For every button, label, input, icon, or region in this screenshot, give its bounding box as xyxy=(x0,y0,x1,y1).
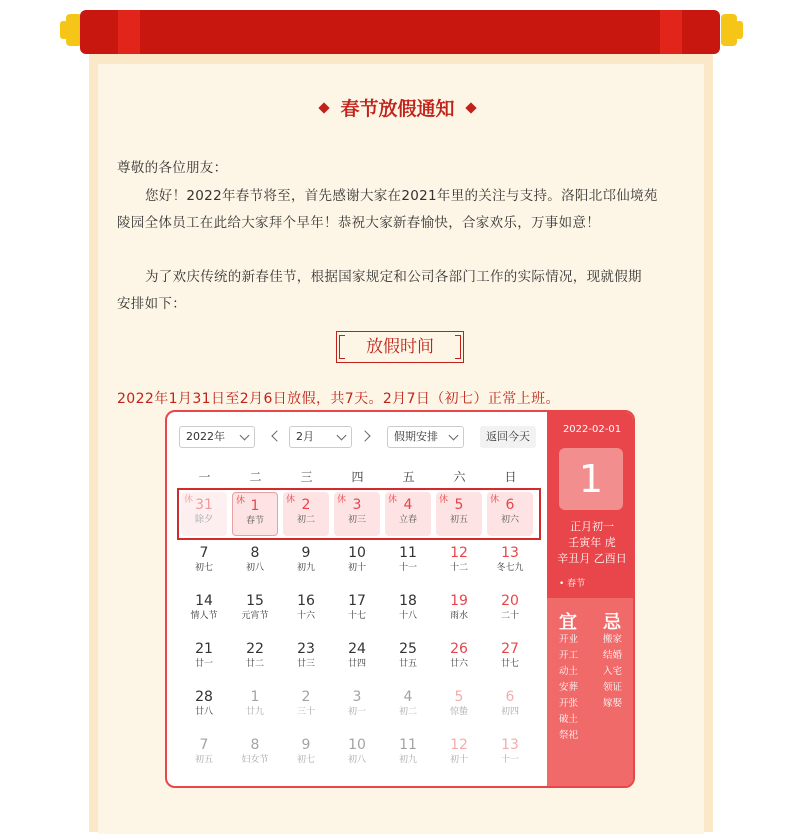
yi-item: 开业 xyxy=(559,634,579,645)
ganzhi-month-day: 辛丑月 乙酉日 xyxy=(557,552,627,565)
next-month-icon[interactable] xyxy=(359,430,370,441)
lunar-label: 廿九 xyxy=(245,707,264,717)
calendar-day-cell[interactable] xyxy=(334,540,380,584)
weekday-label: 二 xyxy=(249,470,262,484)
diamond-icon xyxy=(465,102,476,113)
diamond-icon xyxy=(319,102,330,113)
year-select[interactable] xyxy=(179,426,255,448)
lunar-label: 初一 xyxy=(347,707,366,717)
selected-day-number: 1 xyxy=(559,448,623,510)
back-to-today-button[interactable]: 返回今天 xyxy=(480,426,536,448)
rest-day-marker: 休 xyxy=(490,495,500,505)
lunar-label: 妇女节 xyxy=(241,755,269,765)
calendar-day-cell[interactable] xyxy=(487,732,533,776)
day-number: 5 xyxy=(454,689,464,705)
day-number: 2 xyxy=(301,689,311,705)
day-number: 13 xyxy=(501,545,519,561)
day-number: 18 xyxy=(399,593,417,609)
lunar-label: 十八 xyxy=(398,611,417,621)
day-number: 14 xyxy=(195,593,213,609)
ji-list xyxy=(603,632,622,712)
rest-day-marker: 休 xyxy=(337,495,347,505)
calendar-day-cell[interactable] xyxy=(181,636,227,680)
yi-heading: 宜 xyxy=(559,612,577,633)
ganzhi-year: 壬寅年 虎 xyxy=(568,536,616,549)
ji-item: 结婚 xyxy=(603,650,623,661)
festival-label: • 春节 xyxy=(559,579,586,589)
lunar-label: 廿四 xyxy=(347,659,366,669)
lunar-label: 三十 xyxy=(296,707,315,717)
calendar-day-cell[interactable] xyxy=(487,588,533,632)
day-number: 12 xyxy=(450,737,468,753)
lunar-label: 廿五 xyxy=(398,659,417,669)
day-number: 3 xyxy=(352,497,362,513)
day-number: 11 xyxy=(399,545,417,561)
lunar-label: 初三 xyxy=(347,515,366,525)
weekday-label: 六 xyxy=(453,470,466,484)
day-number: 4 xyxy=(403,689,413,705)
rest-day-marker: 休 xyxy=(184,495,194,505)
day-number: 22 xyxy=(246,641,264,657)
day-number: 26 xyxy=(450,641,468,657)
lunar-label: 廿二 xyxy=(245,659,264,669)
lunar-label: 惊蛰 xyxy=(449,707,468,717)
day-number: 15 xyxy=(246,593,264,609)
calendar-day-cell[interactable] xyxy=(487,684,533,728)
chevron-down-icon xyxy=(449,431,459,441)
calendar-day-cell[interactable] xyxy=(232,636,278,680)
lunar-label: 初九 xyxy=(296,563,315,573)
holiday-select-value: 假期安排 xyxy=(394,430,438,443)
lunar-label: 初二 xyxy=(398,707,417,717)
day-number: 7 xyxy=(199,737,209,753)
calendar-day-cell[interactable] xyxy=(334,636,380,680)
day-number: 1 xyxy=(250,498,260,514)
lunar-label: 春节 xyxy=(245,516,264,526)
lunar-label: 初十 xyxy=(347,563,366,573)
day-number: 9 xyxy=(301,545,311,561)
lunar-label: 廿八 xyxy=(194,707,213,717)
lunar-label: 十二 xyxy=(449,563,468,573)
calendar-day-cell[interactable] xyxy=(385,732,431,776)
chevron-down-icon xyxy=(337,431,347,441)
day-number: 8 xyxy=(250,545,260,561)
lunar-label: 初二 xyxy=(296,515,315,525)
day-number: 20 xyxy=(501,593,519,609)
lunar-label: 初四 xyxy=(500,707,519,717)
lunar-label: 十六 xyxy=(296,611,315,621)
yi-item: 开工 xyxy=(559,650,579,661)
lunar-label: 初六 xyxy=(500,515,519,525)
day-number: 17 xyxy=(348,593,366,609)
calendar-day-cell[interactable] xyxy=(283,684,329,728)
lunar-label: 廿七 xyxy=(500,659,519,669)
calendar-day-cell[interactable] xyxy=(334,684,380,728)
lunar-label: 廿三 xyxy=(296,659,315,669)
day-number: 23 xyxy=(297,641,315,657)
calendar-day-cell[interactable] xyxy=(385,684,431,728)
calendar-day-cell[interactable] xyxy=(334,588,380,632)
calendar-day-cell[interactable] xyxy=(487,636,533,680)
paragraph-2-line-1: 为了欢庆传统的新春佳节，根据国家规定和公司各部门工作的实际情况，现就假期 xyxy=(145,269,642,285)
calendar-day-cell[interactable] xyxy=(181,732,227,776)
calendar-day-cell[interactable] xyxy=(181,684,227,728)
calendar-day-cell[interactable] xyxy=(283,732,329,776)
day-number: 28 xyxy=(195,689,213,705)
paragraph-2-line-2: 安排如下： xyxy=(117,296,186,312)
ji-heading: 忌 xyxy=(603,612,621,633)
day-number: 12 xyxy=(450,545,468,561)
holiday-highlight-box xyxy=(177,488,541,540)
lunar-label: 除夕 xyxy=(194,515,213,525)
yi-ji-panel xyxy=(547,598,635,788)
calendar-day-cell[interactable] xyxy=(385,540,431,584)
calendar-day-cell[interactable] xyxy=(436,540,482,584)
day-number: 2 xyxy=(301,497,311,513)
calendar-day-cell[interactable] xyxy=(436,636,482,680)
yi-list xyxy=(559,632,578,744)
calendar-day-cell[interactable] xyxy=(436,732,482,776)
day-number: 4 xyxy=(403,497,413,513)
day-number: 6 xyxy=(505,497,515,513)
year-select-value: 2022年 xyxy=(186,430,225,443)
day-number: 6 xyxy=(505,689,515,705)
rest-day-marker: 休 xyxy=(388,495,398,505)
lunar-label: 初五 xyxy=(449,515,468,525)
day-number: 25 xyxy=(399,641,417,657)
greeting: 尊敬的各位朋友： xyxy=(117,160,228,176)
lunar-label: 元宵节 xyxy=(241,611,269,621)
lunar-label: 廿六 xyxy=(449,659,468,669)
lunar-label: 初七 xyxy=(194,563,213,573)
lunar-day: 正月初一 xyxy=(570,520,614,533)
lunar-label: 情人节 xyxy=(190,611,218,621)
month-select-value: 2月 xyxy=(296,430,314,443)
scroll-cap-right xyxy=(721,14,737,46)
day-number: 16 xyxy=(297,593,315,609)
weekday-label: 五 xyxy=(402,470,415,484)
calendar-day-cell[interactable] xyxy=(436,588,482,632)
day-number: 11 xyxy=(399,737,417,753)
day-number: 7 xyxy=(199,545,209,561)
holiday-select[interactable] xyxy=(387,426,464,448)
ji-item: 搬家 xyxy=(603,634,623,645)
lunar-label: 立春 xyxy=(398,515,417,525)
day-number: 9 xyxy=(301,737,311,753)
weekday-label: 日 xyxy=(504,470,517,484)
calendar-day-cell[interactable] xyxy=(283,588,329,632)
yi-item: 动土 xyxy=(559,666,579,677)
lunar-label: 初七 xyxy=(296,755,315,765)
lunar-label: 冬七九 xyxy=(496,563,524,573)
day-number: 31 xyxy=(195,497,213,513)
rest-day-marker: 休 xyxy=(439,495,449,505)
lunar-label: 初十 xyxy=(449,755,468,765)
weekday-label: 三 xyxy=(300,470,313,484)
chevron-down-icon xyxy=(240,431,250,441)
holiday-time-badge: 放假时间 xyxy=(336,331,464,363)
day-number: 21 xyxy=(195,641,213,657)
calendar-day-cell[interactable] xyxy=(283,636,329,680)
calendar-main xyxy=(167,412,547,788)
page-title xyxy=(0,94,795,121)
calendar-day-cell[interactable] xyxy=(181,540,227,584)
ji-item: 领证 xyxy=(603,682,623,693)
yi-item: 破土 xyxy=(559,714,579,725)
calendar-day-cell[interactable] xyxy=(385,588,431,632)
calendar-day-cell[interactable] xyxy=(334,732,380,776)
day-number: 5 xyxy=(454,497,464,513)
weekday-label: 一 xyxy=(198,470,211,484)
calendar-day-cell[interactable] xyxy=(385,636,431,680)
lunar-label: 雨水 xyxy=(449,611,468,621)
day-number: 3 xyxy=(352,689,362,705)
weekday-label: 四 xyxy=(351,470,364,484)
scroll-band-right xyxy=(660,10,682,54)
lunar-label: 初八 xyxy=(347,755,366,765)
paragraph-1-line-1: 您好！2022年春节将至，首先感谢大家在2021年里的关注与支持。洛阳北邙仙境苑 xyxy=(145,188,658,204)
lunar-label: 十七 xyxy=(347,611,366,621)
calendar-day-cell[interactable] xyxy=(232,732,278,776)
calendar-side-panel xyxy=(547,412,635,788)
day-number: 10 xyxy=(348,545,366,561)
rest-day-marker: 休 xyxy=(286,495,296,505)
day-number: 19 xyxy=(450,593,468,609)
calendar-day-cell[interactable] xyxy=(487,540,533,584)
day-number: 24 xyxy=(348,641,366,657)
scroll-band-left xyxy=(118,10,140,54)
calendar-day-cell[interactable] xyxy=(436,684,482,728)
day-number: 27 xyxy=(501,641,519,657)
lunar-label: 初五 xyxy=(194,755,213,765)
yi-item: 开张 xyxy=(559,698,579,709)
selected-date: 2022-02-01 xyxy=(562,424,622,435)
lunar-label: 二十 xyxy=(500,611,519,621)
yi-item: 祭祀 xyxy=(559,730,579,741)
lunar-label: 十一 xyxy=(398,563,417,573)
title-text: 春节放假通知 xyxy=(340,98,455,120)
holiday-notice: 2022年1月31日至2月6日放假，共7天。2月7日（初七）正常上班。 xyxy=(117,391,560,407)
calendar-day-cell[interactable] xyxy=(181,588,227,632)
calendar-day-cell[interactable] xyxy=(232,684,278,728)
day-number: 13 xyxy=(501,737,519,753)
ji-item: 嫁娶 xyxy=(603,698,623,709)
paragraph-1-line-2: 陵园全体员工在此给大家拜个早年！恭祝大家新春愉快，合家欢乐，万事如意！ xyxy=(117,215,600,231)
lunar-label: 初八 xyxy=(245,563,264,573)
lunar-label: 十一 xyxy=(500,755,519,765)
day-number: 10 xyxy=(348,737,366,753)
calendar-widget xyxy=(165,410,635,788)
calendar-day-cell[interactable] xyxy=(232,588,278,632)
yi-item: 安葬 xyxy=(559,682,579,693)
calendar-day-cell[interactable] xyxy=(283,540,329,584)
ji-item: 入宅 xyxy=(603,666,623,677)
prev-month-icon[interactable] xyxy=(271,430,282,441)
day-number: 1 xyxy=(250,689,260,705)
day-number: 8 xyxy=(250,737,260,753)
lunar-label: 廿一 xyxy=(194,659,213,669)
scroll-rod xyxy=(80,10,720,54)
month-select[interactable] xyxy=(289,426,352,448)
calendar-day-cell[interactable] xyxy=(232,540,278,584)
rest-day-marker: 休 xyxy=(236,496,246,506)
lunar-label: 初九 xyxy=(398,755,417,765)
